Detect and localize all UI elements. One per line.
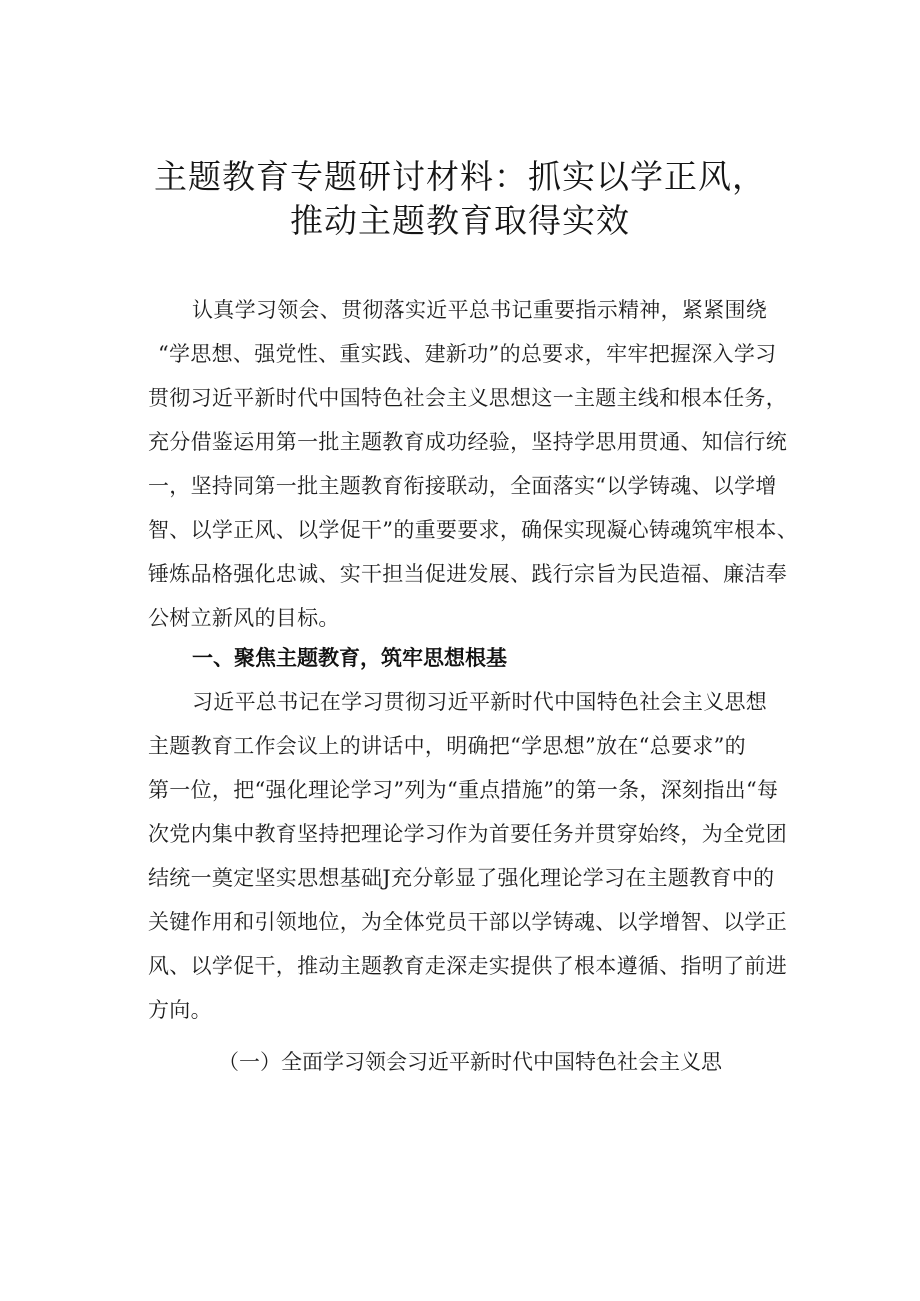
intro-line: 一，坚持同第一批主题教育衔接联动，全面落实“以学铸魂、以学增	[148, 474, 777, 498]
section1-line: 第一位，把“强化理论学习”列为“重点措施”的第一条，深刻指出“每	[148, 778, 779, 802]
intro-line: 充分借鉴运用第一批主题教育成功经验，坚持学思用贯通、知信行统	[148, 430, 787, 454]
document-title-line-2: 推动主题教育取得实效	[290, 201, 630, 240]
intro-line: 认真学习领会、贯彻落实近平总书记重要指示精神，紧紧围绕	[192, 298, 768, 322]
intro-line: 贯彻习近平新时代中国特色社会主义思想这一主题主线和根本任务，	[148, 386, 787, 410]
section1-line: 次党内集中教育坚持把理论学习作为首要任务并贯穿始终，为全党团	[148, 822, 787, 846]
section1-line: 方向。	[148, 998, 212, 1022]
document-title-line-1: 主题教育专题研讨材料：抓实以学正风，	[154, 157, 766, 196]
section1-line: 结统一奠定坚实思想基础J充分彰显了强化理论学习在主题教育中的	[148, 866, 775, 890]
intro-line: 公树立新风的目标。	[148, 606, 340, 630]
subsection-heading: （一）全面学习领会习近平新时代中国特色社会主义思	[218, 1050, 722, 1074]
section1-line: 关键作用和引领地位，为全体党员干部以学铸魂、以学增智、以学正	[148, 910, 787, 934]
intro-line: 智、以学正风、以学促干”的重要要求，确保实现凝心铸魂筑牢根本、	[148, 518, 799, 542]
intro-line: “学思想、强党性、重实践、建新功”的总要求，牢牢把握深入学习	[158, 342, 777, 366]
section1-line: 风、以学促干，推动主题教育走深走实提供了根本遵循、指明了前进	[148, 954, 787, 978]
section1-line: 主题教育工作会议上的讲话中，明确把“学思想”放在“总要求”的	[148, 734, 746, 758]
intro-line: 锤炼品格强化忠诚、实干担当促进发展、践行宗旨为民造福、廉洁奉	[148, 562, 787, 586]
section1-line: 习近平总书记在学习贯彻习近平新时代中国特色社会主义思想	[192, 690, 768, 714]
section-heading: 一、聚焦主题教育，筑牢思想根基	[192, 646, 507, 670]
